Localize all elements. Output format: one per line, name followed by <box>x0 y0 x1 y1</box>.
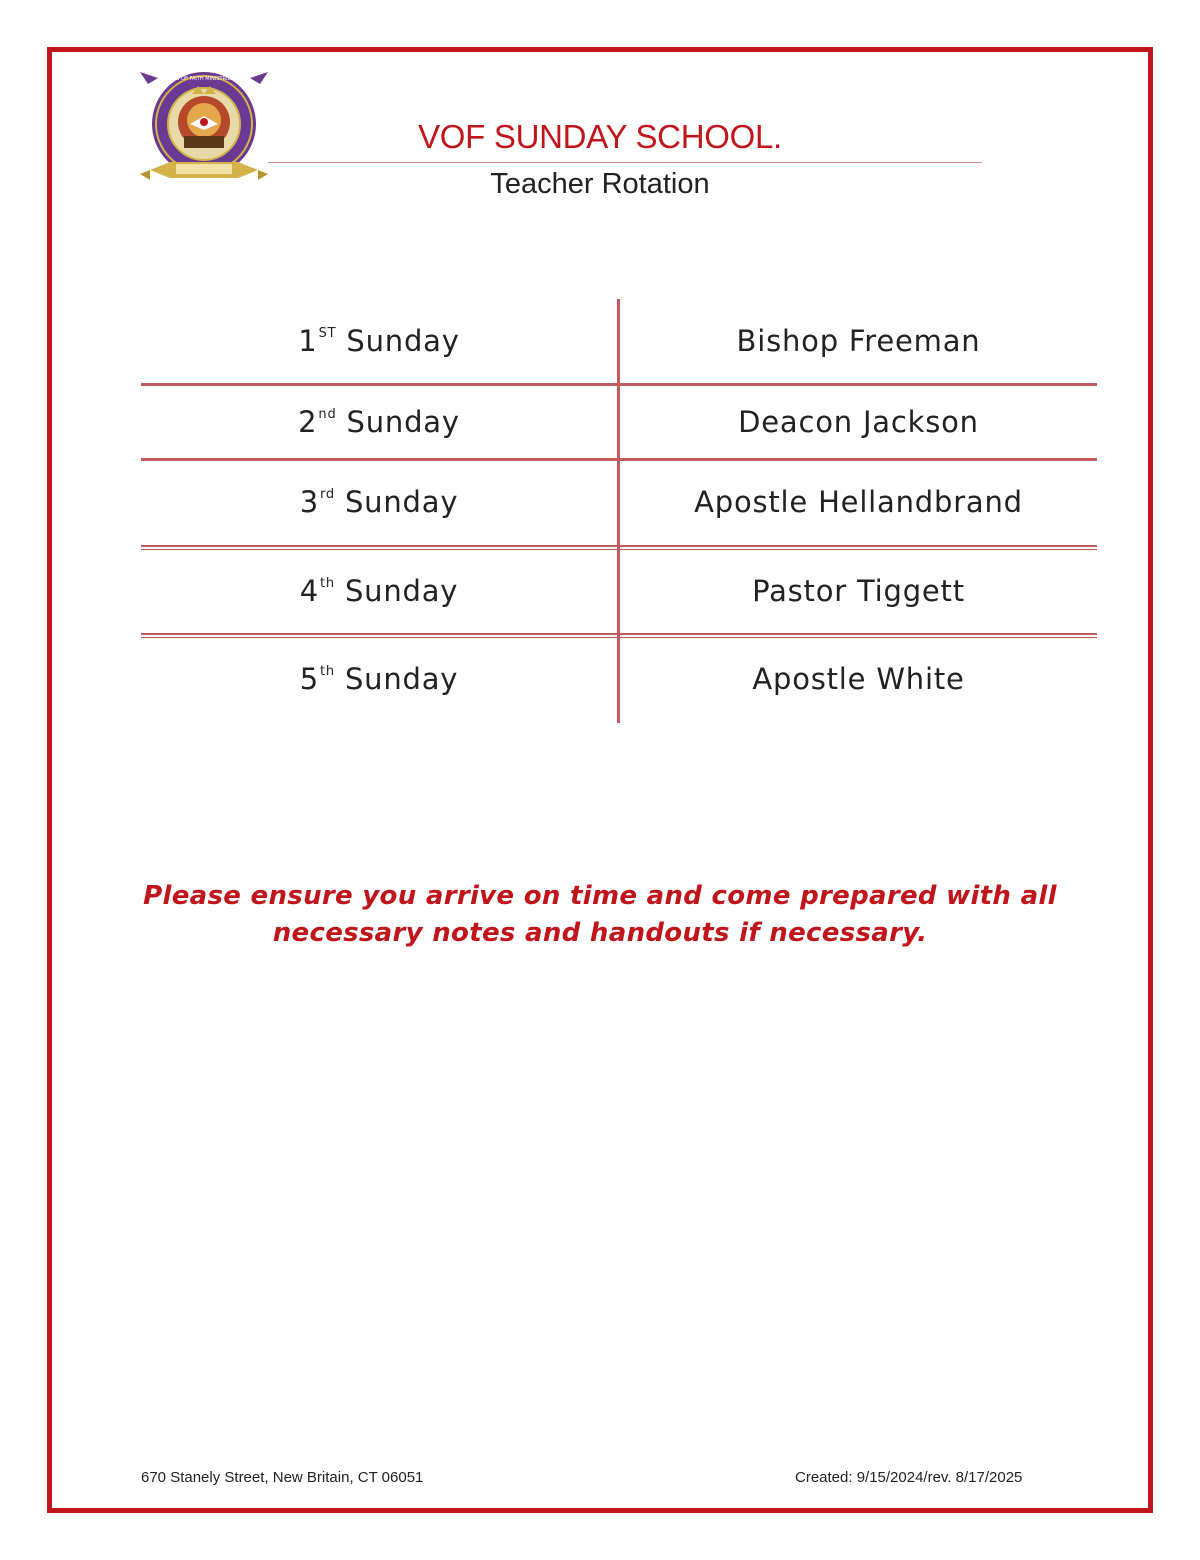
table-row-teacher: Apostle Hellandbrand <box>694 485 1023 519</box>
table-row-day: 2nd Sunday <box>298 405 460 439</box>
table-row-teacher: Pastor Tiggett <box>752 574 965 608</box>
row-divider <box>141 383 1097 386</box>
logo-text: VISION OF FAITH MINISTRIES INC. <box>162 76 246 82</box>
notice-text <box>120 878 1080 952</box>
table-row-teacher: Bishop Freeman <box>736 324 981 358</box>
table-row-teacher: Apostle White <box>752 662 965 696</box>
table-row-day: 4th Sunday <box>299 574 459 608</box>
footer-created-date: Created: 9/15/2024/rev. 8/17/2025 <box>795 1469 1023 1486</box>
page-title: VOF SUNDAY SCHOOL. <box>418 118 782 155</box>
row-divider <box>141 545 1097 550</box>
notice-line: Please ensure you arrive on time and come prepared with all <box>143 881 1057 911</box>
page-subtitle: Teacher Rotation <box>490 168 710 200</box>
row-divider <box>141 458 1097 461</box>
table-row-day: 3rd Sunday <box>299 485 459 519</box>
row-divider <box>141 633 1097 638</box>
page-border <box>47 47 1153 1513</box>
footer-address: 670 Stanely Street, New Britain, CT 06051 <box>141 1469 424 1486</box>
table-row-day: 5th Sunday <box>299 662 459 696</box>
table-row-teacher: Deacon Jackson <box>738 405 979 439</box>
table-row-day: 1ST Sunday <box>298 324 460 358</box>
notice-line: necessary notes and handouts if necessary. <box>272 918 928 948</box>
ministry-logo <box>140 66 268 192</box>
title-divider <box>268 162 982 163</box>
